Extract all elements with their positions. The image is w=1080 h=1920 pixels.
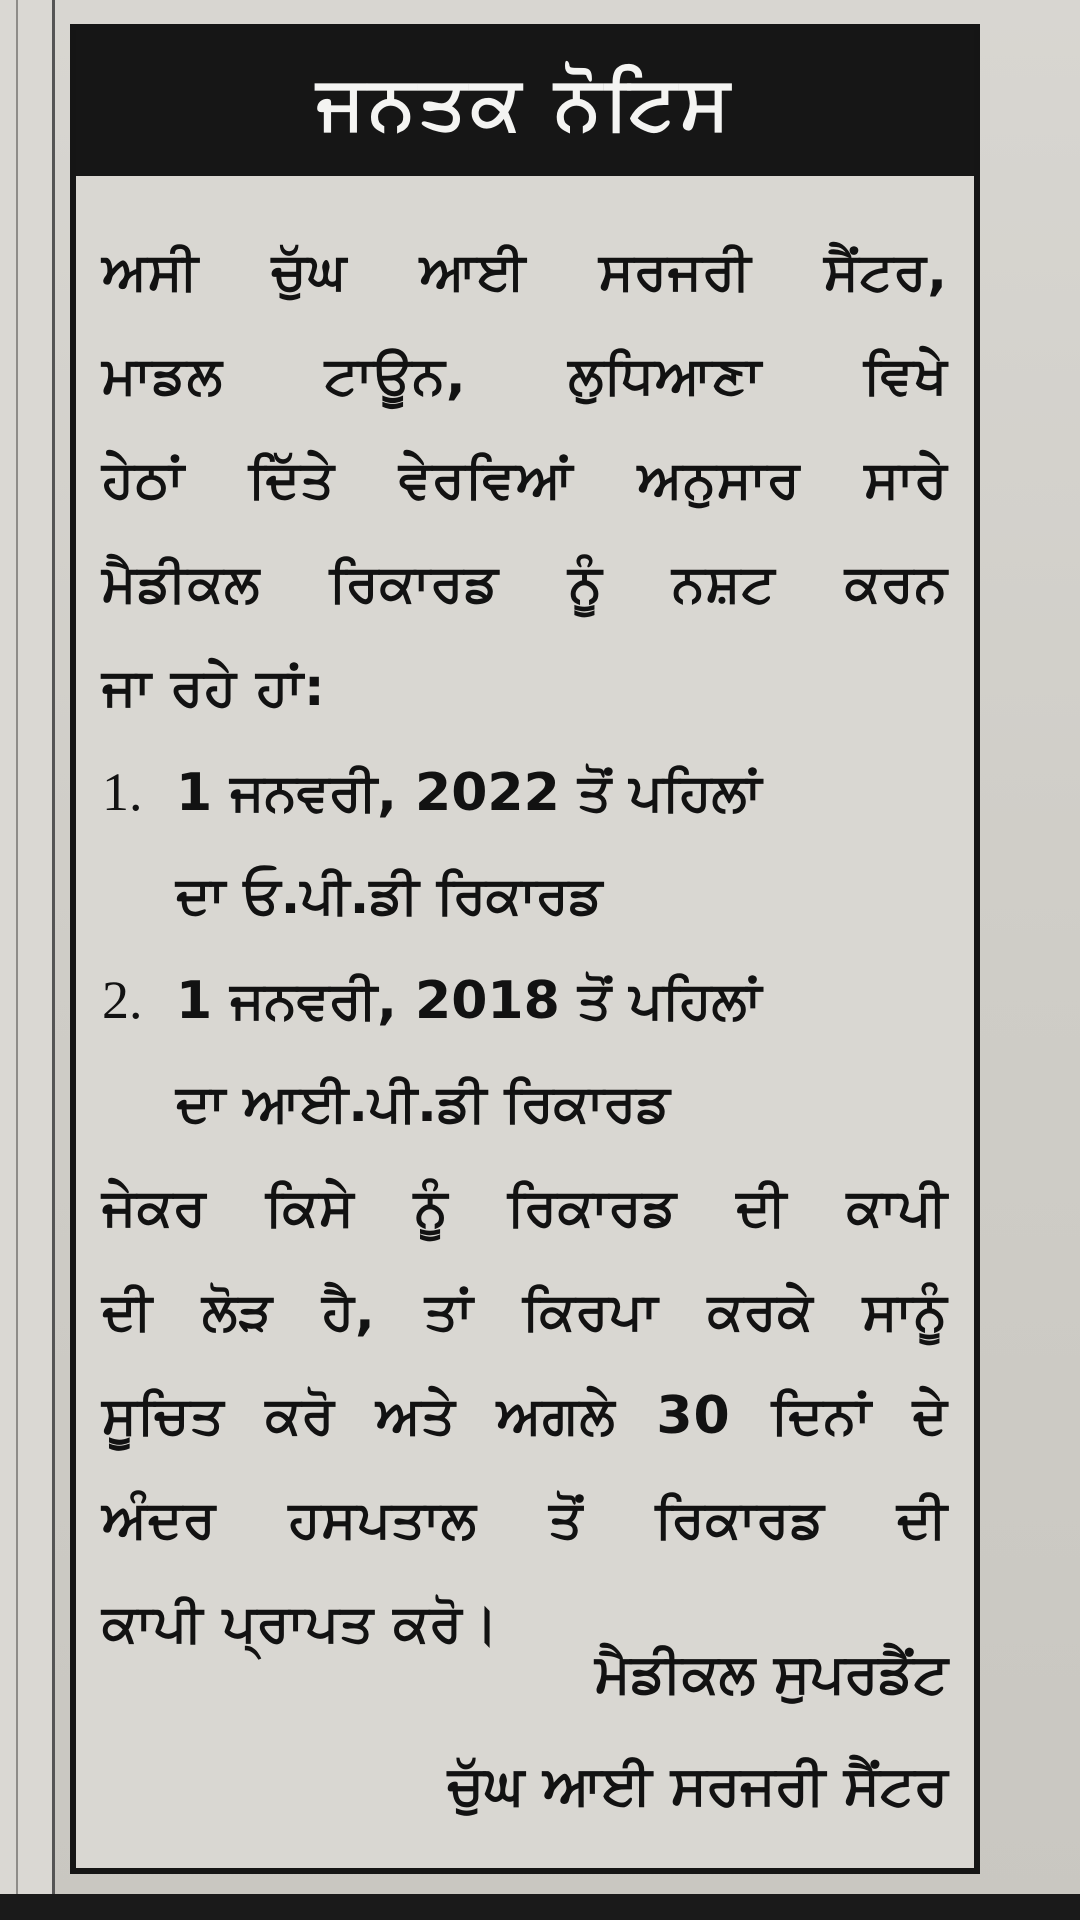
- list-item-second-line: ਦਾ ਆਈ.ਪੀ.ਡੀ ਰਿਕਾਰਡ: [176, 1074, 670, 1134]
- intro-line: ਜਾ ਰਹੇ ਹਾਂ:: [102, 658, 326, 718]
- closing-line: ਦੀ ਲੋੜ ਹੈ, ਤਾਂ ਕਿਰਪਾ ਕਰਕੇ ਸਾਨੂੰ: [102, 1282, 948, 1342]
- closing-line: ਜੇਕਰ ਕਿਸੇ ਨੂੰ ਰਿਕਾਰਡ ਦੀ ਕਾਪੀ: [102, 1178, 948, 1238]
- list-item-text: 1 ਜਨਵਰੀ, 2022 ਤੋਂ ਪਹਿਲਾਂ: [176, 763, 762, 823]
- intro-line: ਮੈਡੀਕਲ ਰਿਕਾਰਡ ਨੂੰ ਨਸ਼ਟ ਕਰਨ: [102, 554, 948, 614]
- closing-line: ਕਾਪੀ ਪ੍ਰਾਪਤ ਕਰੋ।: [102, 1594, 499, 1654]
- list-item-first-line: [102, 740, 948, 844]
- list-item: [102, 740, 948, 948]
- page-bottom-edge: [0, 1894, 1080, 1920]
- signatory-organization: ਚੁੱਘ ਆਈ ਸਰਜਰੀ ਸੈਂਟਰ: [447, 1754, 948, 1817]
- column-rule: [16, 0, 18, 1920]
- notice-body: [102, 220, 948, 1676]
- list-item-number: 1.: [102, 762, 143, 822]
- public-notice-box: [70, 24, 980, 1874]
- list-item-first-line: [102, 948, 948, 1052]
- list-item-second-line: ਦਾ ਓ.ਪੀ.ਡੀ ਰਿਕਾਰਡ: [176, 866, 603, 926]
- closing-line: ਅੰਦਰ ਹਸਪਤਾਲ ਤੋਂ ਰਿਕਾਰਡ ਦੀ: [102, 1490, 948, 1550]
- intro-line: ਹੇਠਾਂ ਦਿੱਤੇ ਵੇਰਵਿਆਂ ਅਨੁਸਾਰ ਸਾਰੇ: [102, 450, 948, 510]
- intro-line: ਅਸੀ ਚੁੱਘ ਆਈ ਸਰਜਰੀ ਸੈਂਟਰ,: [102, 242, 948, 302]
- signature-block: [448, 1620, 948, 1840]
- closing-line: ਸੂਚਿਤ ਕਰੋ ਅਤੇ ਅਗਲੇ 30 ਦਿਨਾਂ ਦੇ: [102, 1386, 948, 1446]
- notice-title: ਜਨਤਕ ਨੋਟਿਸ: [316, 59, 734, 146]
- list-item-text: 1 ਜਨਵਰੀ, 2018 ਤੋਂ ਪਹਿਲਾਂ: [176, 971, 762, 1031]
- adjacent-column-edge: [0, 0, 55, 1920]
- signatory-designation: ਮੈਡੀਕਲ ਸੁਪਰਡੈਂਟ: [594, 1642, 948, 1705]
- list-item-number: 2.: [102, 970, 143, 1030]
- list-item: [102, 948, 948, 1156]
- intro-line: ਮਾਡਲ ਟਾਊਨ, ਲੁਧਿਆਣਾ ਵਿਖੇ: [102, 346, 948, 406]
- notice-header: [76, 30, 974, 176]
